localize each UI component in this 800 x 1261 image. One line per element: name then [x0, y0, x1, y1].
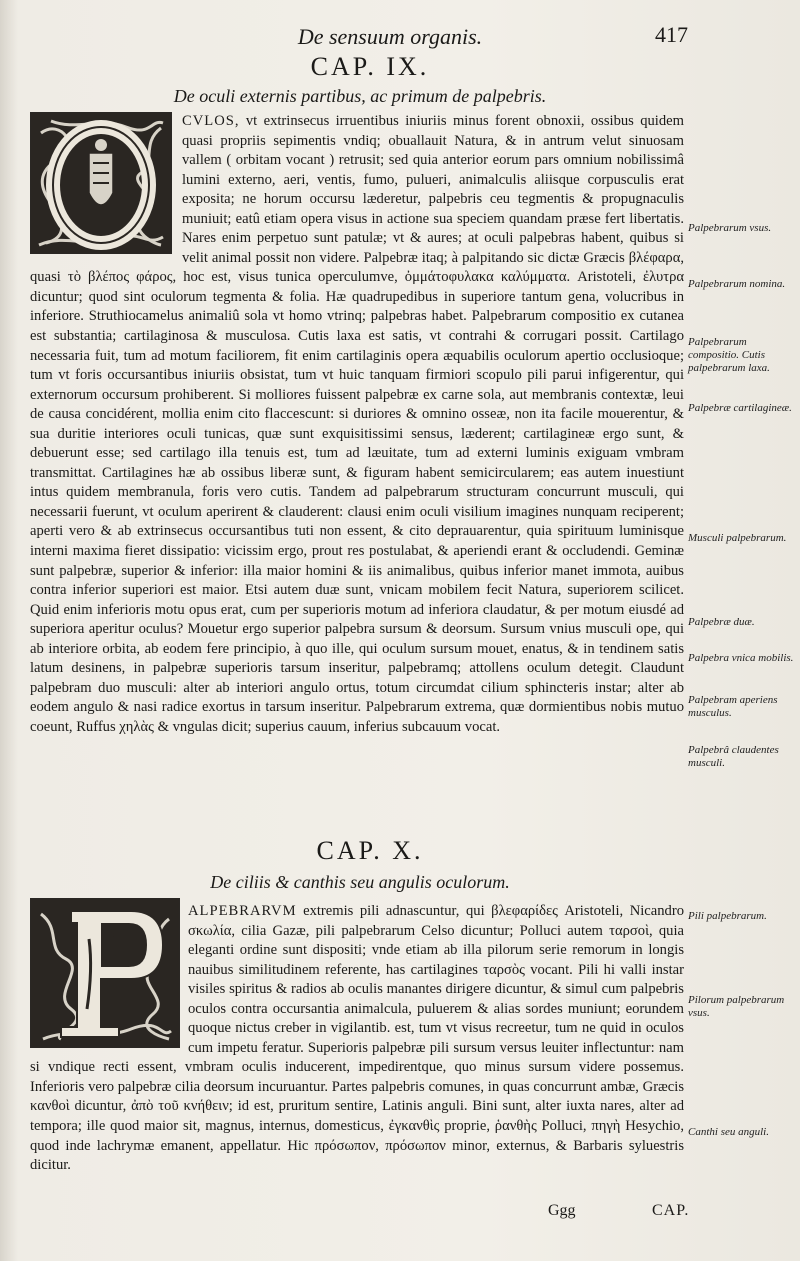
chapter-heading-9: CAP. IX. [310, 52, 430, 81]
chapter-subtitle-10: De ciliis & canthis seu angulis oculorum. [210, 872, 510, 892]
margin-note: Palpebram aperiens musculus. [688, 694, 778, 719]
chapter-9-opening-word: CVLOS, [182, 113, 240, 129]
margin-note: Palpebrâ claudentes musculi. [688, 744, 779, 769]
margin-note: Pilorum palpebrarum vsus. [688, 994, 785, 1019]
margin-note: Musculi palpebrarum. [688, 532, 787, 544]
catchword: CAP. [652, 1202, 690, 1219]
chapter-subtitle-9: De oculi externis partibus, ac primum de palpebris. [173, 86, 547, 106]
initial-spacer [30, 112, 176, 252]
page-number: 417 [655, 22, 688, 47]
margin-note: Pili palpebrarum. [688, 910, 767, 922]
margin-note: Palpebrarum nomina. [688, 278, 786, 290]
margin-note: Palpebrarum compositio. Cutis palpebrarum laxa. [688, 336, 770, 374]
chapter-heading-10: CAP. X. [316, 836, 424, 865]
margin-note: Palpebræ cartilagineæ. [688, 402, 792, 414]
chapter-10-text: extremis pili adnascuntur, qui βλεφαρίδες Aristoteli, Nicandro σκωλία, cilia Gazæ, pili palpebrarum Celso dicuntur; Polluci autem ταρσοὶ, quia eleganti ordine sunt dispositi; vnde etiam ab illa pilorum serie remorum in longis nauibus similitudinem referente, has cartilagines ταρσὸς vocant. Pili hi valli instar visiles spiritus & radios ab oculis manantes dirigere dicuntur, & simul cum palpebris oculos contra occursantia animalcula, puluerem & alias sordes muniunt; eorundem quoque nictus creber in vigilantib. est, tum vt visus recreetur, tum ne quid in oculos cum impetu feratur. Superioris palpebræ pili sursum versus leuiter inflectuntur: nam si vndique recti essent, vmbram oculis inducerent, impedirentque, quo minus sursum videre possemus. Inferioris vero palpebræ cilia deorsum incuruantur. Partes palpebris comunes, in quas concurrunt ambæ, Græcis κανθοὶ dicuntur, ἀπὸ τοῦ κνήθειν; id est, pruritum sentire, Latinis anguli. Bini sunt, alter iuxta nares, alter ad tempora; ille quod maior sit, magnus, internus, domesticus, ἐγκανθὶς proprie, ῥανθὴς Polluci, πηγὴ Hesychio, quod inde lachrymæ emanent, appellatur. Hic πρόσωπον, πρόσωπον minor, externus, & Barbaris syluestris dicitur. [30, 903, 684, 1174]
chapter-10-opening-word: ALPEBRARVM [188, 903, 297, 919]
chapter-9-text: vt extrinsecus irruentibus iniuriis minus forent obnoxii, ossibus quidem quasi propriis sepimentis vndiq; obuallauit Natura, & in antrum velut sinuosam vallem ( orbitam vocant ) retrusit; sed quia anterior eorum pars omnium nobilissimâ lumini externo, aeri, ventis, fumo, pulueri, animalculis aliisque corpusculis erat exposita; ne horum occursu læderetur, palpebris ceu tegmentis & propugnaculis muniuit; eatû etiam opera visus in actione sua speciem quandam præse fert libertatis. Nares enim perpetuo sunt patulæ; vt & aures; at oculi palpebras habent, quibus si velit animal possit non videre. Palpebræ itaq; à palpitando sic dictæ Græcis βλέφαρα, quasi τὸ βλέπος φάρος, hoc est, visus tunica operculumve, ὀμμάτοφυλακα καλύμματα. Aristoteli, ἐλυτρα dicuntur; quod sint oculorum tegmenta & folia. Hæ quadrupedibus in superiore tantum gena, volucribus in inferiore. Struthiocamelus animaliû sola vt homo vtrinq; palpebras habet. Palpebrarum compositio ex cutanea est substantia; cartilaginosa & musculosa. Cutis laxa est satis, vt contrahi & corrugari possit. Cartilago necessaria fuit, tum ad motum faciliorem, fit enim cartilaginis opera æquabilis oculorum apertio occlusioque; tum vt foris occursantibus iniuriis obsistat, tum vt huic tanquam firmiori scopulo pili parui infigerentur, qui externorum occursum prohiberent. Si molliores fuissent palpebræ ex carne sola, aut membranis contextæ, leui de causa concidérent, mollia enim cito flaccescunt: si duriores & omnino osseæ, non ita facile mouerentur, & sua duritie interiores oculi tunicas, quæ sunt exquisitissimi sensus, læderent; cartilagineæ ergo sunt, & debuerunt esse; sed cartilago illa tenuis est, tum ad læuitate, tum ad externi luminis exiguam vmbram transmittat. Cartilagines hæ ab ossibus liberæ sunt, & figuram habent semicircularem; eas autem inuestiunt intus quidem membranula, foris vero cutis. Tandem ad palpebrarum structuram concurrunt musculi, qui necessarii fuerunt, vt oculum aperirent & clauderent: clausi enim oculi visilium imagines nunquam reciperent; aperti vero & ab extrinsecus occursantibus tuti non essent, & cito deprauarentur, quia spirituum luminisque interni maxima fieret dissipatio: vicissim ergo, prout res postulabat, & aperiendi erant & occludendi. Geminæ sunt palpebræ, superior & inferior: illa maior homini & iis animalibus, quibus inferior manet immota, auibus contra inferior superiori est maior. Etsi autem duæ sunt, vnicam mobilem fecit Natura, superiorem scilicet. Quid enim inferioris motu opus erat, cum per superioris motum ad inferiora claudatur, & per motum eiusdé ad superiora aperitur oculus? Mouetur ergo superior palpebra sursum & deorsum. Sursum vnius musculi ope, qui ab interiore orbita, ab eodem fere principio, à quo ille, qui oculum sursum mouet, enatus, & in tendinem satis latum desinens, in palpebræ superioris tarsum inseritur, palpebramq; attollens oculum detegit. Claudunt palpebram duo musculi: alter ab interiori angulo ortus, totum circumdat cilium sphincteris instar; alter ab eodem angulo & nasi radice exortus in tarsum inseritur. Palpebrarum extrema, quæ dormientibus nobis mutuo coeunt, Ruffus χηλὰς & vngulas dicit; superius cauum, inferius subcauum vocat. [30, 113, 684, 735]
margin-note: Canthi seu anguli. [688, 1126, 769, 1138]
margin-note: Palpebrarum vsus. [688, 222, 772, 234]
initial-spacer [30, 902, 184, 1054]
chapter-9-body [30, 112, 684, 738]
margin-note: Palpebræ duæ. [688, 616, 755, 628]
signature-mark: Ggg [548, 1202, 576, 1219]
running-head: De sensuum organis. [297, 24, 483, 49]
margin-note: Palpebra vnica mobilis. [688, 652, 794, 664]
chapter-10-body [30, 902, 684, 1176]
